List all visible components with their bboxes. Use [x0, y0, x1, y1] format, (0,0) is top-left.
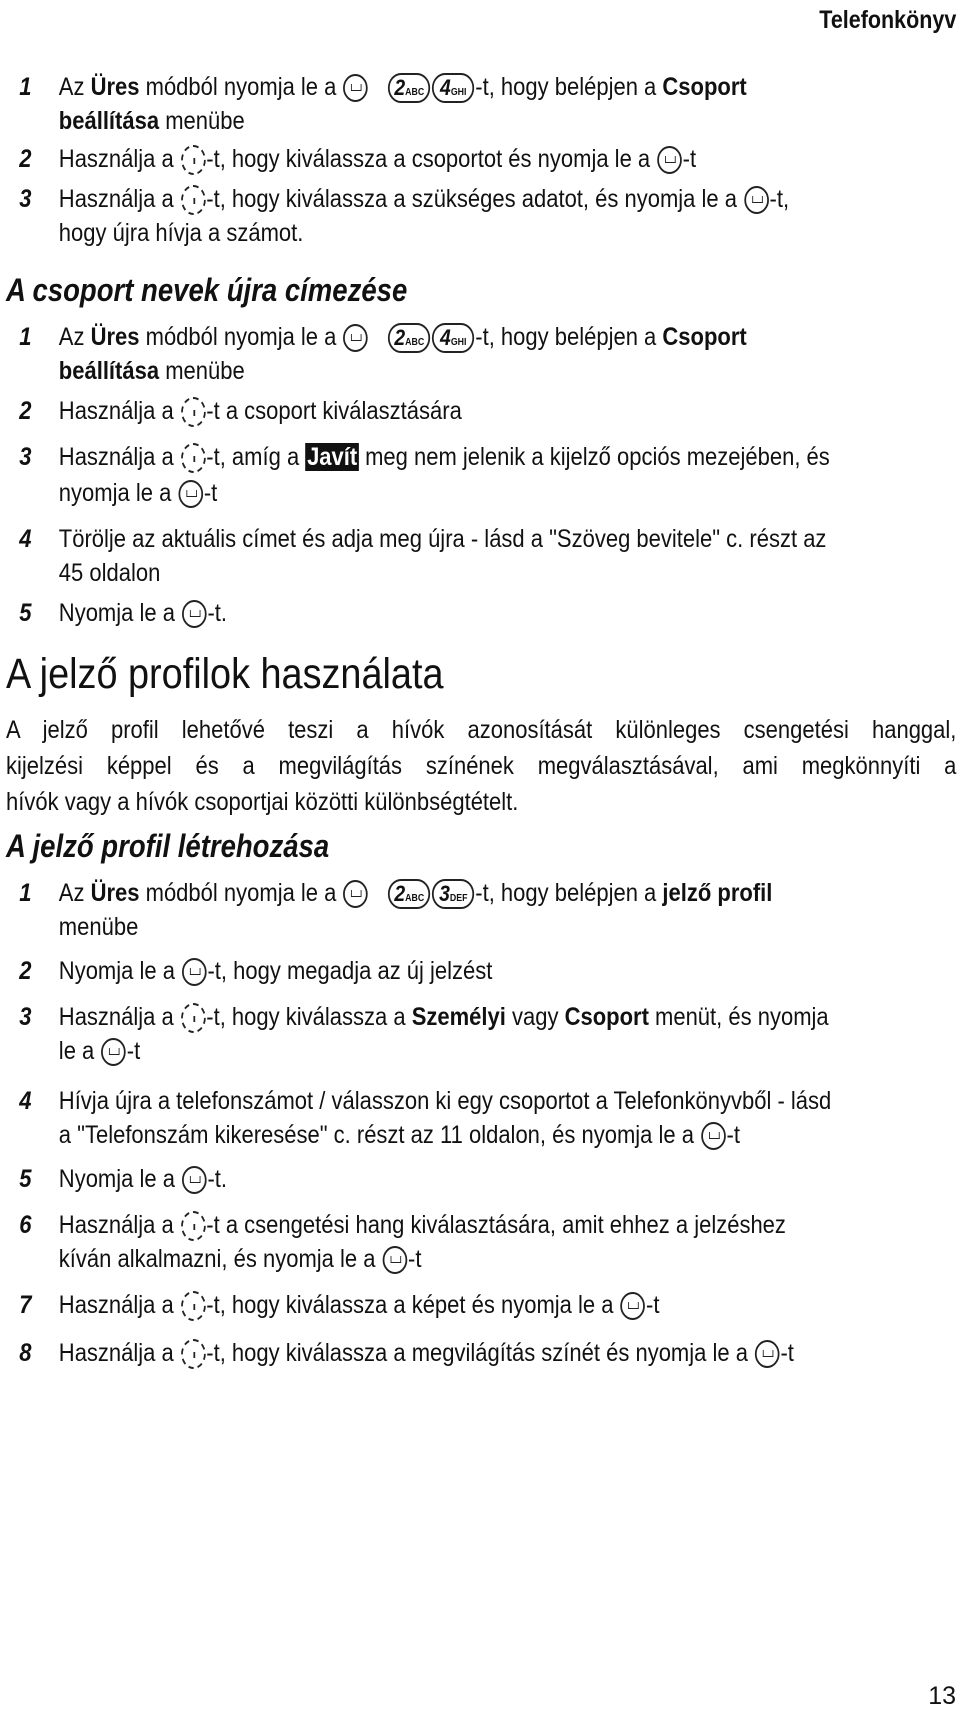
step-4: 4 Törölje az aktuális címet és adja meg újra - lásd a "Szöveg bevitele" c. részt az: [19, 525, 827, 553]
step-3-cont: hogy újra hívja a számot.: [58, 219, 304, 247]
section-rename-groups: [6, 320, 956, 630]
menu-key-icon: [101, 1038, 126, 1066]
key-2-abc-icon: 2ABC: [388, 73, 430, 103]
profiles-intro-paragraph: A jelző profil lehetővé teszi a hívók azonosítását különleges csengetési hanggal, kijelzési képpel és a megvilágítás színének megválasztásával, ami megkönnyíti a hívók vagy a hívók csoportjai közötti különbségtételt.: [6, 716, 957, 816]
step-1: [6, 70, 956, 104]
heading-create-profile: A jelző profil létrehozása: [6, 828, 330, 864]
step-1: 1 Az Üres módból nyomja le a 2ABC 4GHI -t, hogy belépjen a Csoport: [6, 320, 956, 354]
key-2-abc-icon: 2ABC: [388, 323, 430, 353]
nav-key-icon: [181, 1291, 206, 1321]
step-3-cont: le a -t: [58, 1037, 141, 1065]
menu-key-icon: [182, 958, 207, 986]
menu-key-icon: [701, 1122, 726, 1150]
step-3: 3 Használja a -t, hogy kiválassza a Személyi vagy Csoport menüt, és nyomja: [6, 1000, 956, 1034]
step-5: 5 Nyomja le a -t.: [19, 1165, 228, 1193]
step-7: 7 Használja a -t, hogy kiválassza a képet és nyomja le a -t: [6, 1288, 956, 1336]
step-2: 2 Nyomja le a -t, hogy megadja az új jelzést: [19, 957, 493, 985]
key-2-abc-icon: 2ABC: [388, 879, 430, 909]
step-3: 3 Használja a -t, hogy kiválassza a szükséges adatot, és nyomja le a -t,: [6, 182, 956, 216]
menu-key-icon: [744, 186, 769, 214]
menu-key-icon: [755, 1340, 780, 1368]
step-text: Az Üres módból nyomja le a 2ABC 4GHI -t, hogy belépjen a Csoport: [59, 70, 747, 104]
step-6: 6 Használja a -t a csengetési hang kiválasztására, amit ehhez a jelzéshez: [6, 1208, 956, 1242]
step-number: 1: [19, 73, 32, 101]
heading-signal-profiles: A jelző profilok használata: [6, 650, 444, 698]
menu-key-icon: [620, 1292, 645, 1320]
step-1-cont: beállítása menübe: [58, 357, 245, 385]
nav-key-icon: [181, 185, 206, 215]
menu-key-icon: [657, 146, 682, 174]
menu-key-icon: [343, 324, 368, 352]
menu-key-icon: [182, 600, 207, 628]
nav-key-icon: [181, 145, 206, 175]
section-create-profile: [6, 876, 956, 1370]
key-4-ghi-icon: 4GHI: [432, 323, 474, 353]
step-6-cont: kíván alkalmazni, és nyomja le a -t: [58, 1245, 422, 1273]
step-1-cont: menübe: [58, 913, 139, 941]
menu-key-icon: [182, 1166, 207, 1194]
menu-key-icon: [178, 480, 203, 508]
step-8: 8 Használja a -t, hogy kiválassza a megvilágítás színét és nyomja le a -t: [6, 1336, 956, 1370]
nav-key-icon: [181, 1211, 206, 1241]
menu-key-icon: [383, 1246, 408, 1274]
step-3-cont: nyomja le a -t: [58, 479, 218, 507]
step-4-cont: a "Telefonszám kikeresése" c. részt az 11 oldalon, és nyomja le a -t: [58, 1121, 740, 1149]
step-2: 2 Használja a -t, hogy kiválassza a csoportot és nyomja le a -t: [6, 142, 956, 182]
key-3-def-icon: 3DEF: [432, 879, 474, 909]
step-3: 3 Használja a -t, amíg a Javít meg nem jelenik a kijelző opciós mezejében, és: [6, 440, 956, 476]
step-2: 2 Használja a -t a csoport kiválasztására: [6, 394, 956, 440]
key-4-ghi-icon: 4GHI: [432, 73, 474, 103]
menu-key-icon: [343, 74, 368, 102]
nav-key-icon: [181, 397, 206, 427]
heading-rename-groups: A csoport nevek újra címezése: [6, 272, 408, 308]
page-header-title: Telefonkönyv: [819, 6, 956, 34]
step-4: 4 Hívja újra a telefonszámot / válasszon ki egy csoportot a Telefonkönyvből - lásd: [19, 1087, 832, 1115]
step-4-cont: 45 oldalon: [58, 559, 161, 587]
step-1: 1 Az Üres módból nyomja le a 2ABC 3DEF -t, hogy belépjen a jelző profil: [6, 876, 956, 910]
step-5: 5 Nyomja le a -t.: [19, 599, 228, 627]
nav-key-icon: [181, 1339, 206, 1369]
section-group-setup: [6, 70, 956, 250]
page-number: 13: [928, 1682, 956, 1710]
step-1-cont: beállítása menübe: [58, 107, 245, 135]
javit-softkey-label: Javít: [307, 443, 358, 471]
nav-key-icon: [181, 443, 206, 473]
menu-key-icon: [343, 880, 368, 908]
nav-key-icon: [181, 1003, 206, 1033]
